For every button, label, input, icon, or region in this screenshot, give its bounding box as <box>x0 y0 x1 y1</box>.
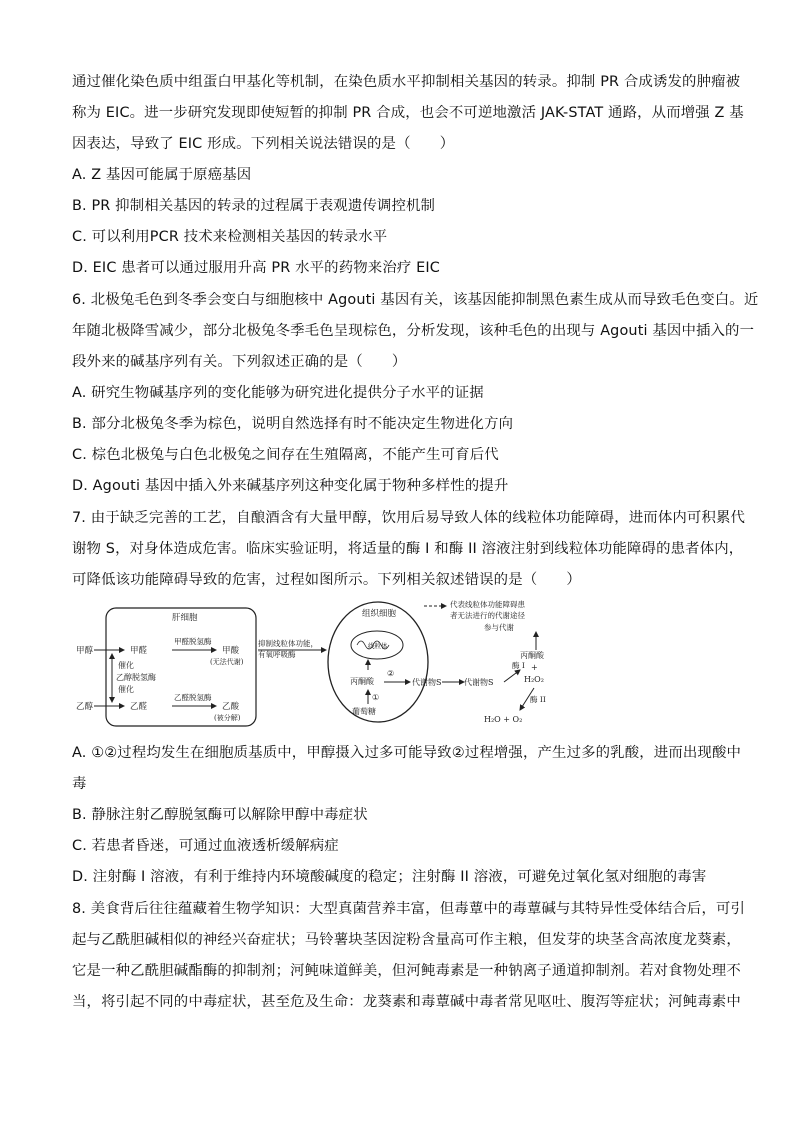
formaldehyde-label: 甲醛 <box>130 646 148 656</box>
pyruvate-label: 丙酮酸 <box>350 677 374 686</box>
q6-option-b: B. 部分北极兔冬季为棕色，说明自然选择有时不能决定生物进化方向 <box>72 416 514 432</box>
q7-stem-line1: 7. 由于缺乏完善的工艺，自酿酒含有大量甲醇，饮用后易导致人体的线粒体功能障碍，进而体内可积累代 <box>72 510 746 526</box>
q7-option-a-cont: 毒 <box>72 776 87 792</box>
liver-cell-label: 肝细胞 <box>172 613 198 623</box>
tissue-cell-label: 组织细胞 <box>362 609 397 619</box>
q5-stem-line1: 通过催化染色质中组蛋白甲基化等机制，在染色质水平抑制相关基因的转录。抑制 PR 合成诱发的肿瘤被 <box>72 74 741 90</box>
fdh-top-label: 甲醛脱氢酶 <box>174 637 212 646</box>
inhibit-label-2: 有氧呼吸酶 <box>258 650 296 659</box>
q7-stem-line2: 谢物 S，对身体造成危害。临床实验证明，将适量的酶 I 和酶 II 溶液注射到线粒体功能障碍的患者体内， <box>72 541 744 557</box>
q7-option-a: A. ①②过程均发生在细胞质基质中，甲醇摄入过多可能导致②过程增强，产生过多的乳酸，进而出现酸中 <box>72 745 742 761</box>
q6-option-d: D. Agouti 基因中插入外来碱基序列这种变化属于物种多样性的提升 <box>72 478 509 494</box>
process-2-marker: ② <box>387 669 395 678</box>
q8-stem-line3: 它是一种乙酰胆碱酯酶的抑制剂；河鲀味道鲜美，但河鲀毒素是一种钠离子通道抑制剂。若对食物处理不 <box>72 963 741 979</box>
q8-stem-line4: 当，将引起不同的中毒症状，甚至危及生命：龙葵素和毒蕈碱中毒者常见呕吐、腹泻等症状；河鲀毒素中 <box>72 994 741 1010</box>
acetic-note: (被分解) <box>214 714 241 722</box>
q7-option-d: D. 注射酶 I 溶液，有利于维持内环境酸碱度的稳定；注射酶 II 溶液，可避免过氧化氢对细胞的毒害 <box>72 869 707 885</box>
legend-line1: 代表线粒体功能障碍患 <box>450 600 525 609</box>
legend-line2: 者无法进行的代谢途径 <box>450 611 525 620</box>
h2o-o2-label: H₂O + O₂ <box>484 715 523 724</box>
catalysis-label-2: 催化 <box>118 685 134 694</box>
enzyme1-label: 酶 I <box>512 661 525 670</box>
q7-stem-line3: 可降低该功能障碍导致的危害，过程如图所示。下列相关叙述错误的是（ ） <box>72 572 581 588</box>
plus-sign: + <box>531 663 538 672</box>
enzyme1-arrow <box>504 670 520 682</box>
pyruvic-acid-product: 丙酮酸 <box>520 651 544 660</box>
tissue-cell <box>328 602 428 722</box>
metabolite-s-inner: 代谢物S <box>412 678 442 687</box>
adh-label: 乙醇脱氢酶 <box>116 673 156 682</box>
acetic-acid-label: 乙酸 <box>222 702 240 712</box>
q5-option-b: B. PR 抑制相关基因的转录的过程属于表观遗传调控机制 <box>72 198 436 214</box>
q5-option-d: D. EIC 患者可以通过服用升高 PR 水平的药物来治疗 EIC <box>72 260 440 276</box>
fdh-bottom-label: 乙醛脱氢酶 <box>174 693 212 702</box>
q8-stem-line2: 起与乙酰胆碱相似的神经兴奋症状；马铃薯块茎因淀粉含量高可作主粮，但发芽的块茎含高浓度龙葵素， <box>72 932 741 948</box>
q5-option-a: A. Z 基因可能属于原癌基因 <box>72 167 252 183</box>
glucose-label: 葡萄糖 <box>352 707 376 716</box>
acetaldehyde-label: 乙醛 <box>130 702 148 712</box>
q6-stem-line2: 年随北极降雪减少，部分北极兔冬季毛色呈现棕色，分析发现，该种毛色的出现与 Agouti 基因中插入的一 <box>72 323 755 339</box>
q5-option-c: C. 可以利用PCR 技术来检测相关基因的转录水平 <box>72 229 388 245</box>
q6-option-c: C. 棕色北极兔与白色北极兔之间存在生殖隔离，不能产生可育后代 <box>72 447 499 463</box>
catalysis-label-1: 催化 <box>118 661 134 670</box>
join-metabolism-label: 参与代谢 <box>484 623 514 632</box>
q6-option-a: A. 研究生物碱基序列的变化能够为研究进化提供分子水平的证据 <box>72 385 484 401</box>
q6-stem-line3: 段外来的碱基序列有关。下列叙述正确的是（ ） <box>72 354 407 370</box>
q5-stem-line3: 因表达，导致了 EIC 形成。下列相关说法错误的是（ ） <box>72 136 455 152</box>
enzyme2-label: 酶 II <box>530 695 546 704</box>
h2o2-label: H₂O₂ <box>524 675 544 684</box>
q7-option-b: B. 静脉注射乙醇脱氢酶可以解除甲醇中毒症状 <box>72 807 368 823</box>
mitochondrion-label: 线粒体 <box>368 642 388 650</box>
inhibit-label-1: 抑制线粒体功能， <box>258 639 318 648</box>
q7-option-c: C. 若患者昏迷，可通过血液透析缓解病症 <box>72 838 339 854</box>
metabolite-s-outer: 代谢物S <box>464 678 494 687</box>
methanol-label: 甲醇 <box>76 646 94 656</box>
q6-stem-line1: 6. 北极兔毛色到冬季会变白与细胞核中 Agouti 基因有关，该基因能抑制黑色素生成从而导致毛色变白。近 <box>72 292 759 308</box>
ethanol-label: 乙醇 <box>76 702 94 712</box>
formic-note: (无法代谢) <box>210 658 244 666</box>
process-1-marker: ① <box>372 693 380 702</box>
formic-acid-label: 甲酸 <box>222 646 240 656</box>
q8-stem-line1: 8. 美食背后往往蕴藏着生物学知识：大型真菌营养丰富，但毒蕈中的毒蕈碱与其特异性受体结合后，可引 <box>72 901 746 917</box>
q5-stem-line2: 称为 EIC。进一步研究发现即使短暂的抑制 PR 合成，也会不可逆地激活 JAK-STAT 通路，从而增强 Z 基 <box>72 105 744 121</box>
metabolism-diagram <box>72 596 552 730</box>
